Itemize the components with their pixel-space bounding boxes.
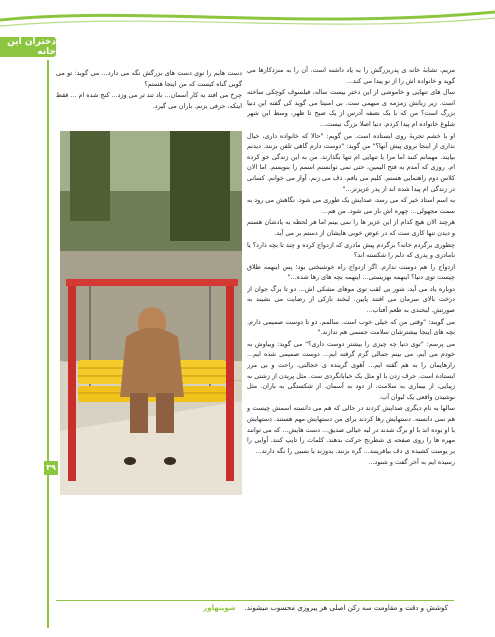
paragraph: او با خشم تجربهٔ روی ایستاده است. من گویم: "حالا که خانواده داری، خیال نداری از اینجا بروی پیش آنها؟" من گوید: "دوست دارم گاهی تلفن بزنند. دیدنم بیایند. مهمانم کنند اما مرا با تنهایی ام تنها بگذارند. من به این زندگی خو کرده ام. روزی که آمدم به فتح الیمین، حتی نمی توانستم اسمم را بنویسم. اما الان کلاس دوم راهنمایی هستم. کلیم می بافم. دف می زنم. آواز می خوانم. کسانی در زندگی ام پیدا شده اند از پدر عزیزتر..."	[247, 131, 455, 193]
paragraph: چرخ می افتد به کار آسمان... باد تند تر می وزد... کنج شده ام ... فقط اینکه، حرفی بزنم. باران می گیرد.	[56, 91, 242, 110]
footer-quote-author: شوپنهاور	[203, 604, 236, 612]
paragraph: رسیده ایم به آخر گفت و شنود...	[368, 458, 455, 467]
woman-on-swing-photo	[60, 131, 242, 495]
section-tab: دختران این خانه	[0, 37, 56, 57]
paragraph: هرچند الان هیچ کدام از این عزیز ها را نمی بینم اما هر لحظه به یادشان هستم و دیدن تنها کاری ست که در عوض خوبی هایشان از دستم بر می آید.	[247, 218, 455, 237]
footer-quote	[50, 604, 448, 612]
left-column-top	[56, 68, 242, 120]
page-number: ۳۹	[44, 461, 58, 475]
right-column	[247, 65, 455, 577]
paragraph: چطوری برگردم خانه؟ برگردم پیش مادری که ازدواج کرده و چند تا بچه دارد؟ یا نامادری و پدری که دلم را شکسته اند؟	[247, 240, 455, 260]
left-column-bottom	[56, 515, 242, 577]
paragraph: سال های تنهایی و خاموشی از این دختر بیست ساله، فیلسوف کوچکی ساخته است. زیر زبانش زمزمه ی مبهمی ست. بی امنیتا می گوید کی گفته این دنیا بزرگ است؟ من که با یک نصفه آدرس از یک صبح تا ظهر، وسط این شهر شلوغ خانواده ام پیدا کردم. دنیا اصلا بزرگ نیست...	[247, 88, 455, 128]
paragraph: ازدواج را هم دوست ندارم. اگر ازدواج راه خوشبختی بود؛ پس اینهمه طلاق چیست توی دنیا؟ اینهمه بهزیستی... اینهمه بچه های رها شده..."	[247, 262, 455, 282]
footer-quote-text: کوشش و دقت و مقاومت سه رکن اصلی هر پیروزی محسوب میشوند.	[244, 604, 448, 612]
header-decoration	[0, 0, 495, 36]
paragraph: دوباره یاد می آید، شور بی لقب توی موهای مشکی اش... دو تا برگ جوان از درخت بالای سرمان می افتند پایین. لبخند نازکی از رضایت می نشیند به صورتش. لبخندی به طعم آفتاب...	[247, 284, 455, 315]
paragraph: سالها به نام دیگری صدایش کردند در حالی که هم می دانسته اسمش چیست و هم نمی دانسته. دستهایش رها کردند برای من دستهایش مهم هستند. دستهایش با او بوده اند با او برگ شدند در لبه خیالی صدیق... دست هایش... که می توانند مهره ها را روی صفحه ی شطرنج حرکت بدهند. کلمات را تایپ کنند. آوایی را بر پوست کشیده ی دف بیافرینند... گره بزنند. بدوزند یا بسبی را نگه دارند...	[247, 404, 455, 455]
paragraph: دست هایم را توی دست های بزرگش نگه می دارد... می گوید: تو می گویی گناه کیست که من اینجا هستم؟	[56, 69, 242, 88]
footer-divider	[56, 600, 454, 601]
paragraph: مریم، تشابهٔ خانه ی پدربزرگش را به یاد داشته است. آن را به منزدکارها می گوید و خانواده اش را از نو پیدا می کند...	[247, 66, 455, 85]
paragraph: می پرسم: "توی دنیا چه چیزی را بیشتر دوست داری؟" می گوید: وبیاوش به خودم می آیم. می بینم جمالی گرم گرفته ایم... دوست صمیمی شده ایم... رازهایمان را به هم گفته ایم... آهوی گرینده ی خجالتی، راحت و بی مرز ایستاده است. حرف زدن با او مثل یک خیابانگردی ست. مثل پریدن از زشتی به زیبایی، از بیماری به سلامت، از دود به آسمان. از شکستگی به باران. مثل نوشیدن واقعی یک لیوان آب.	[247, 339, 455, 401]
page-divider-line	[47, 60, 49, 628]
paragraph: می گویند: "وقتی من که خیلی خوب است. سالمم. دو تا دوست صمیمی دارم. بچه های اینجا بیشترشان سلامت جسمی هم ندارند."	[247, 317, 455, 337]
paragraph: به اسم استاد خبر که می رسد، صدایش یک طوری می شود. نگاهش می رود به سمت مجهولی... چهره اش باز می شود. من هم...	[247, 196, 455, 215]
